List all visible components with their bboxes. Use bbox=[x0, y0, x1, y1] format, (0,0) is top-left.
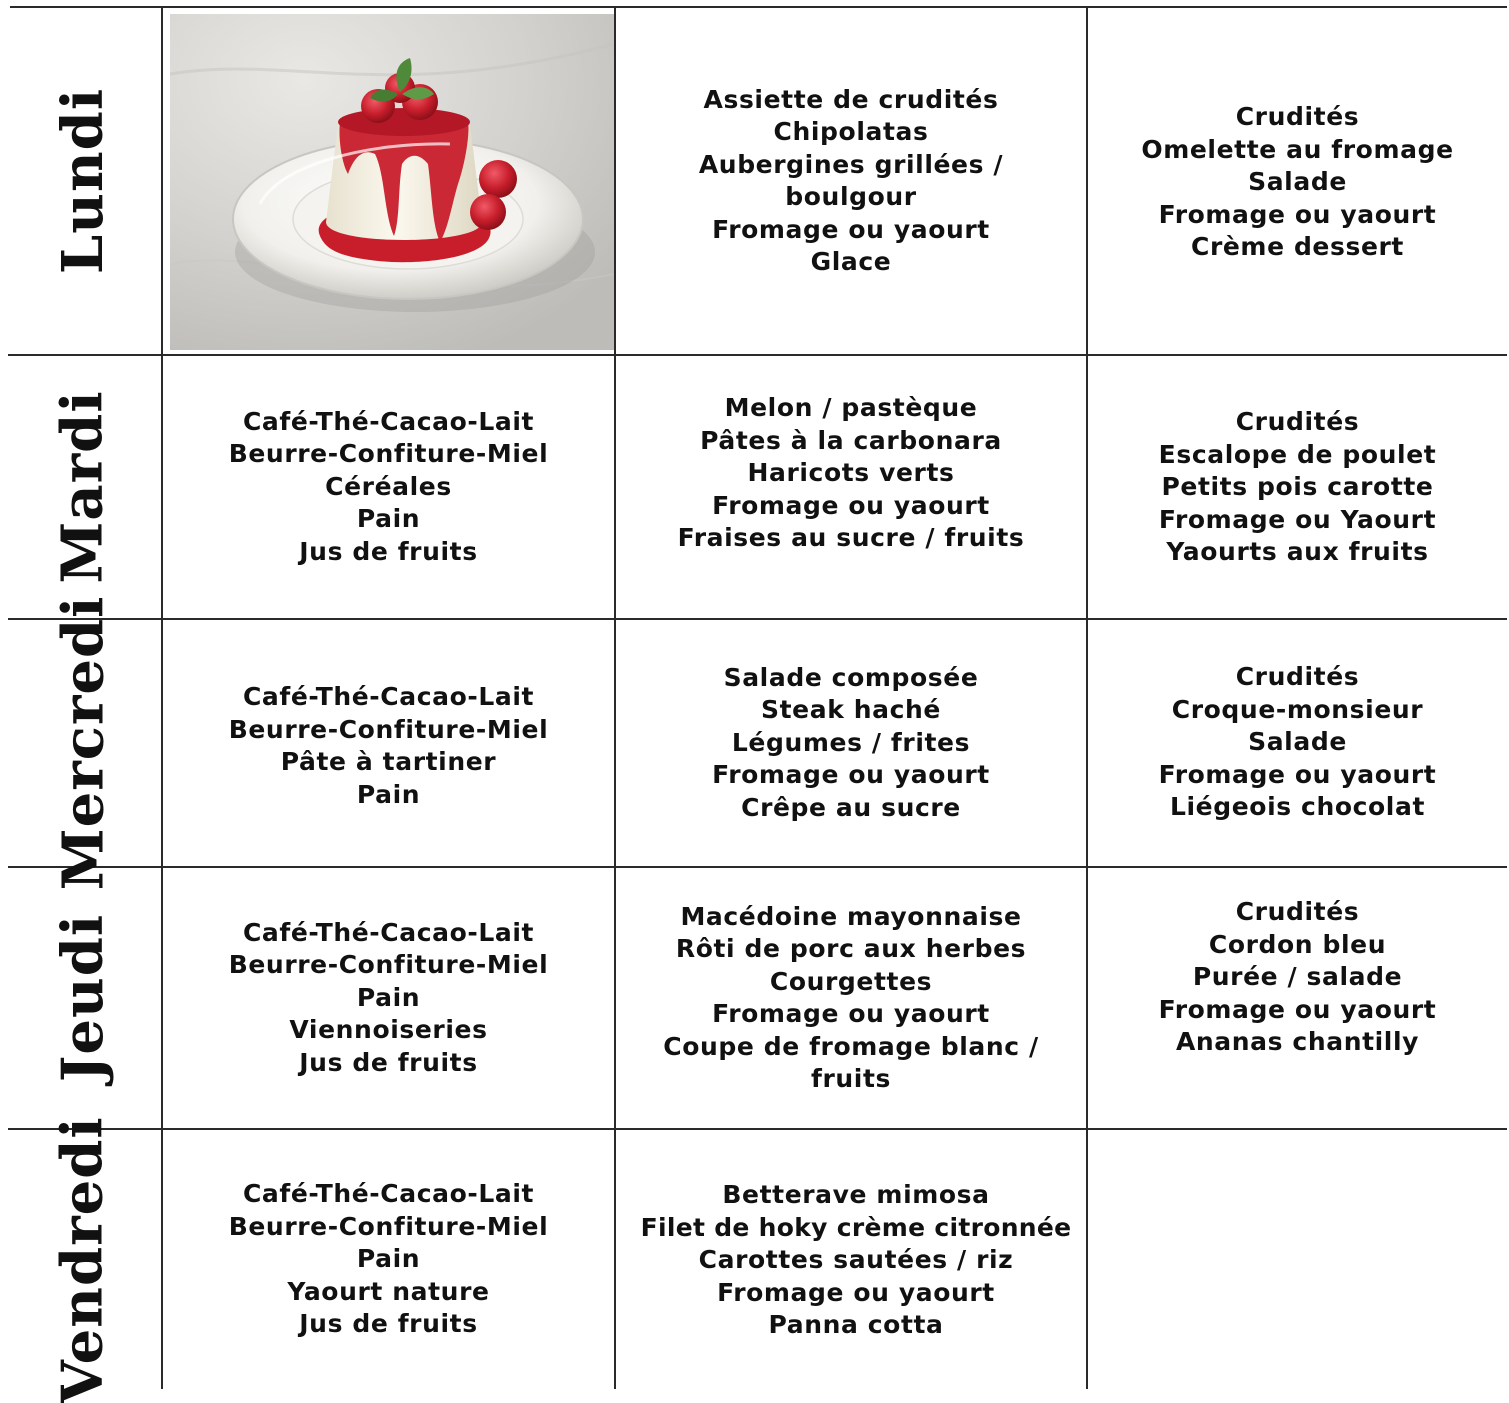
menu-item: Coupe de fromage blanc / bbox=[663, 1031, 1039, 1061]
menu-item: Yaourts aux fruits bbox=[1166, 537, 1429, 566]
menu-item: boulgour bbox=[785, 182, 917, 211]
menu-item: Fromage ou yaourt bbox=[1158, 199, 1437, 229]
menu-item: Café-Thé-Cacao-Lait bbox=[242, 406, 535, 436]
menu-item: Pain bbox=[356, 504, 421, 534]
menu-item: Beurre-Confiture-Miel bbox=[228, 439, 549, 469]
menu-item: Petits pois carotte bbox=[1161, 472, 1434, 501]
menu-item: Légumes / frites bbox=[731, 727, 971, 757]
menu-item: Melon / pastèque bbox=[724, 393, 978, 422]
menu-item: Viennoiseries bbox=[289, 1015, 488, 1045]
menu-cell-jeudi-lunch bbox=[616, 868, 1086, 1128]
menu-cell-mercredi-lunch bbox=[616, 620, 1086, 866]
menu-cell-mardi-breakfast bbox=[163, 356, 614, 618]
menu-item: Salade composée bbox=[723, 662, 979, 692]
menu-cell-mercredi-dinner bbox=[1088, 620, 1507, 866]
menu-item: Pain bbox=[356, 779, 421, 809]
menu-item: Crudités bbox=[1235, 102, 1360, 131]
day-label-jeudi bbox=[8, 868, 158, 1128]
menu-item: Café-Thé-Cacao-Lait bbox=[242, 1179, 535, 1209]
menu-item: Céréales bbox=[325, 471, 452, 501]
menu-item: Jus de fruits bbox=[299, 536, 478, 566]
day-name: Lundi bbox=[50, 87, 117, 275]
menu-cell-vendredi-lunch bbox=[616, 1130, 1096, 1389]
menu-item: Salade bbox=[1248, 727, 1347, 756]
menu-cell-jeudi-breakfast bbox=[163, 868, 614, 1128]
menu-item: Crudités bbox=[1235, 407, 1360, 436]
day-label-mercredi bbox=[8, 595, 158, 891]
menu-item: Fromage ou yaourt bbox=[717, 1277, 995, 1307]
menu-item: Chipolatas bbox=[773, 117, 929, 146]
menu-item: Pâtes à la carbonara bbox=[700, 425, 1002, 455]
menu-cell-mardi-lunch bbox=[616, 356, 1086, 618]
menu-cell-mercredi-breakfast bbox=[163, 620, 614, 866]
day-label-vendredi bbox=[8, 1115, 158, 1403]
menu-item: Yaourt nature bbox=[287, 1276, 490, 1306]
menu-item: Salade bbox=[1248, 167, 1347, 196]
menu-item: Café-Thé-Cacao-Lait bbox=[242, 682, 535, 711]
menu-item: Fraises au sucre / fruits bbox=[677, 523, 1025, 552]
day-name: Jeudi bbox=[50, 913, 116, 1083]
menu-cell-lundi-lunch bbox=[616, 8, 1086, 354]
menu-item: Beurre-Confiture-Miel bbox=[228, 1211, 549, 1241]
menu-item: Purée / salade bbox=[1192, 962, 1403, 991]
menu-cell-vendredi-breakfast bbox=[163, 1130, 614, 1389]
menu-item: Fromage ou yaourt bbox=[1158, 994, 1437, 1024]
panna-cotta-illustration bbox=[170, 14, 614, 350]
menu-cell-jeudi-dinner bbox=[1088, 868, 1507, 1128]
menu-item: Crêpe au sucre bbox=[741, 792, 961, 822]
menu-item: Betterave mimosa bbox=[722, 1180, 990, 1209]
day-name: Vendredi bbox=[50, 1115, 116, 1403]
menu-item: fruits bbox=[810, 1064, 891, 1093]
menu-item: Fromage ou yaourt bbox=[712, 214, 990, 244]
menu-item: Fromage ou yaourt bbox=[712, 760, 990, 790]
menu-item: Beurre-Confiture-Miel bbox=[228, 950, 549, 980]
menu-item: Fromage ou yaourt bbox=[1158, 759, 1437, 789]
menu-cell-mardi-dinner bbox=[1088, 356, 1507, 618]
day-label-mardi bbox=[8, 356, 158, 618]
menu-item: Aubergines grillées / bbox=[698, 149, 1004, 179]
menu-item: Ananas chantilly bbox=[1175, 1027, 1420, 1056]
menu-item: Fromage ou yaourt bbox=[712, 490, 990, 520]
menu-item: Beurre-Confiture-Miel bbox=[228, 714, 549, 744]
menu-item: Crudités bbox=[1235, 897, 1360, 926]
menu-item: Jus de fruits bbox=[299, 1309, 478, 1339]
menu-item: Panna cotta bbox=[768, 1310, 944, 1339]
menu-item: Courgettes bbox=[769, 966, 933, 996]
menu-item: Pain bbox=[356, 982, 421, 1012]
panna-cotta-dessert-photo bbox=[170, 14, 614, 350]
menu-cell-vendredi-dinner bbox=[1098, 1130, 1507, 1389]
day-label-lundi bbox=[8, 8, 158, 354]
menu-item: Fromage ou yaourt bbox=[712, 999, 990, 1028]
menu-item: Omelette au fromage bbox=[1141, 134, 1454, 164]
menu-item: Steak haché bbox=[761, 695, 941, 725]
menu-item: Cordon bleu bbox=[1208, 929, 1387, 959]
menu-item: Liégeois chocolat bbox=[1169, 792, 1425, 821]
menu-item: Filet de hoky crème citronnée bbox=[640, 1212, 1072, 1242]
day-name: Mercredi bbox=[50, 595, 116, 891]
menu-item: Fromage ou Yaourt bbox=[1158, 504, 1437, 534]
menu-item: Pain bbox=[356, 1244, 421, 1274]
menu-cell-lundi-dinner bbox=[1088, 8, 1507, 354]
menu-item: Croque-monsieur bbox=[1171, 694, 1424, 724]
menu-item: Glace bbox=[810, 247, 892, 276]
menu-item: Crudités bbox=[1235, 662, 1360, 691]
menu-item: Escalope de poulet bbox=[1158, 439, 1437, 469]
day-name: Mardi bbox=[50, 390, 116, 584]
menu-item: Macédoine mayonnaise bbox=[680, 901, 1022, 931]
menu-item: Crème dessert bbox=[1191, 232, 1404, 261]
menu-item: Pâte à tartiner bbox=[280, 747, 497, 776]
menu-item: Carottes sautées / riz bbox=[698, 1245, 1014, 1274]
menu-item: Rôti de porc aux herbes bbox=[675, 934, 1027, 963]
menu-item: Jus de fruits bbox=[299, 1047, 478, 1077]
menu-item: Café-Thé-Cacao-Lait bbox=[242, 917, 535, 947]
menu-item: Haricots verts bbox=[747, 458, 955, 487]
menu-item: Assiette de crudités bbox=[703, 84, 999, 114]
